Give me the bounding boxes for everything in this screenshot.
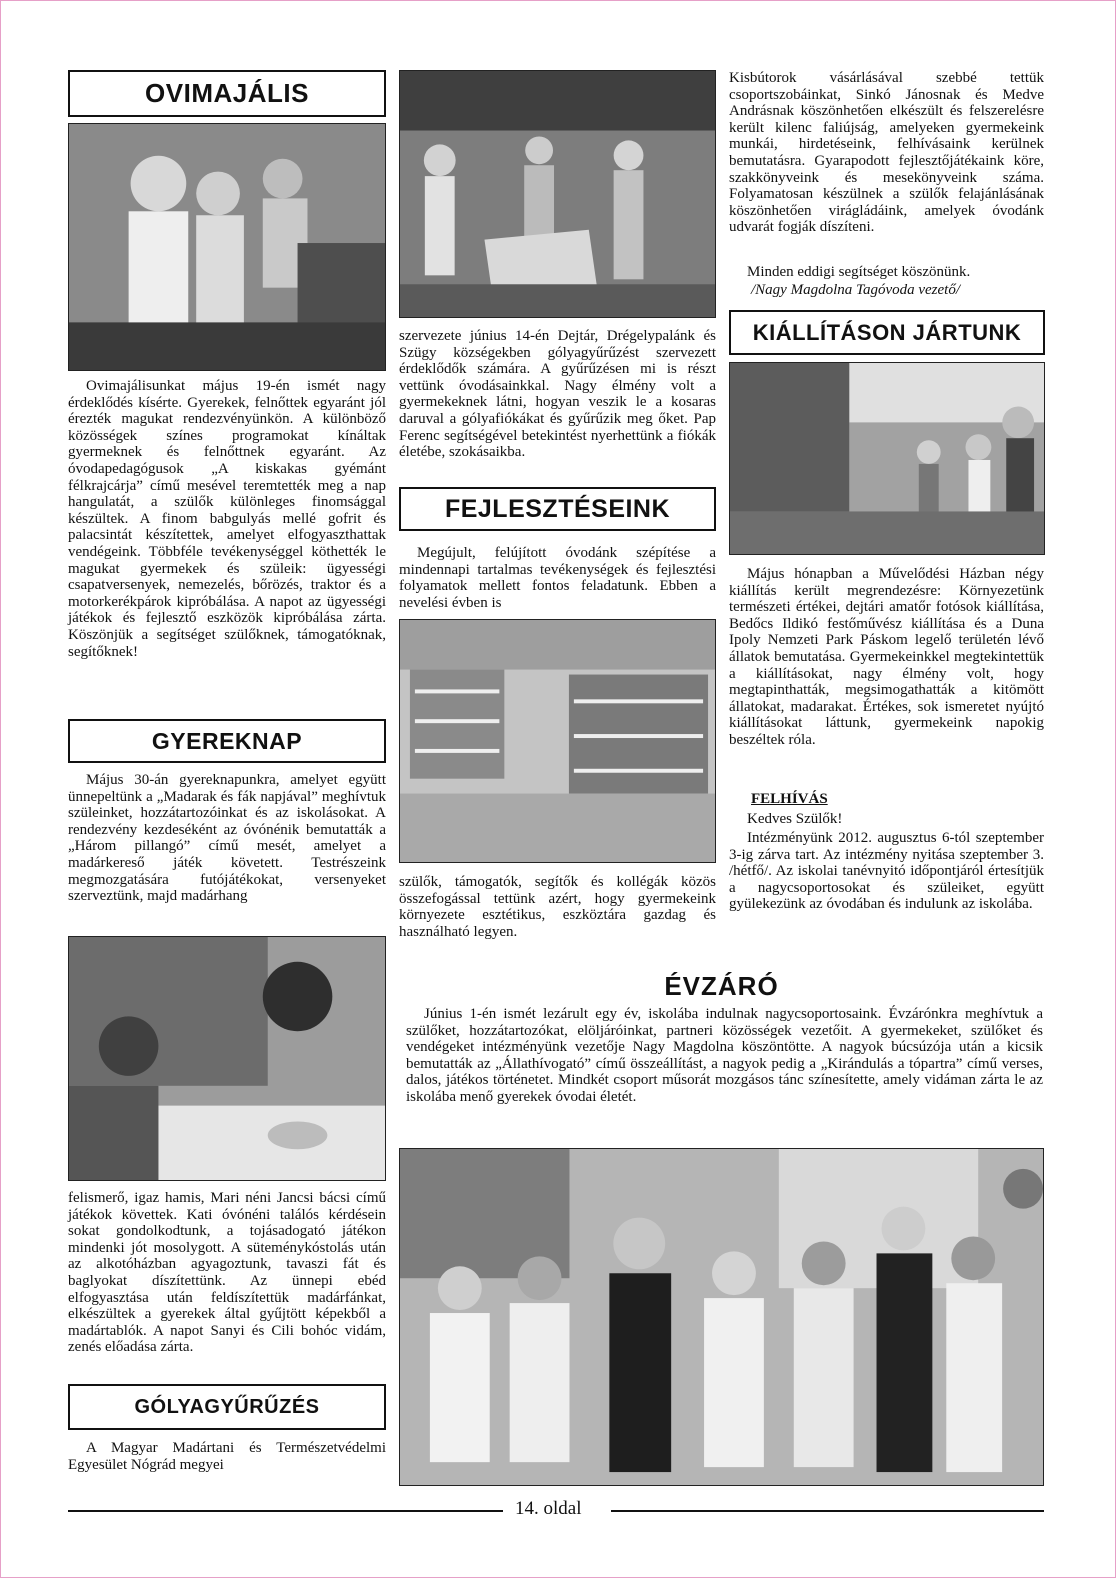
heading-kiallitason-jartunk: KIÁLLÍTÁSON JÁRTUNK: [729, 310, 1045, 355]
photo-ovimajalis: [68, 123, 386, 371]
fejlesztes-text-cont2: Kisbútorok vásárlásával szebbé tettük csoportszobáinkat, Sinkó Jánosnak és Medve Andrásnak köszönhetően elkészült és felszerelésre került kilenc faliújság, amelyeken gyermekeink munkái, hirdetéseink, felhívásaink kerülnek bemutatásra. Gyarapodott fejlesztőjátékaink köre, szakkönyveink és mesekönyveink száma. Folyamatosan készülnek a szülők felajánlásának köszönhetően virágládáink, amelyek óvodánk udvarát fogják díszíteni.: [729, 70, 1044, 236]
felhivas-greeting: Kedves Szülők!: [747, 811, 843, 827]
photo-golyagyuruzes: [399, 70, 716, 318]
page-number: 14. oldal: [515, 1498, 582, 1519]
heading-evzaro: ÉVZÁRÓ: [664, 971, 779, 1001]
golya-text: A Magyar Madártani és Természetvédelmi Egyesület Nógrád megyei: [68, 1440, 386, 1473]
photo-kiallitas: [729, 362, 1045, 555]
gyereknap-text-cont: felismerő, igaz hamis, Mari néni Jancsi bácsi című játékok követtek. Kati óvónéni találós kérdésein sokat gondolkodtunk, a tojásadogató játékon mindenki jót mosolygott. A süteménykóstolás után az alkotóházban agyagoztunk, tavaszi fát és baglyokat díszítettünk. Az ünnepi ebéd elfogyasztása után feldíszítettük madárfánkat, elkészültek a gyerekek által gyűjtött képekből a madártablók. A napot Sanyi és Cili bohóc vidám, zenés előadása zárta.: [68, 1190, 386, 1356]
photo-fejleszteseink: [399, 619, 716, 863]
golya-text-cont: szervezete június 14-én Dejtár, Drégelypalánk és Szügy községekben gólyagyűrűzést szervezett érdeklődők számára. A gyűrűzésen mi is részt vettünk óvodásainkkal. Nagy élmény volt a gyermekeknek látni, hogyan veszik le a kosaras daruval a gólyafiókákat és gyűrűzik meg őket. Pap Ferenc segítségével betekintést nyerhettünk a fiókák életébe, szokásaikba.: [399, 328, 716, 461]
kiallitas-text: Május hónapban a Művelődési Házban négy kiállítás került megrendezésre: Környezetünk természeti értékei, dejtári amatőr fotósok kiállítása, Bedőcs Ildikó festőművész kiállítása és a Duna Ipoly Nemzeti Park Páskom legelő területén lévő állatok bemutatása. Gyermekeinkkel megtekintettük a kiállításokat, nagy élmény volt, hogy megtapinthatták, megsimogathatták a kitömött állatokat, madarakat. Értékes, sok ismeretet nyújtó kiállításokat láttunk, gyermekeink napokig beszéltek róla.: [729, 566, 1044, 748]
footer-rule-right: [611, 1510, 1044, 1512]
gyereknap-text: Május 30-án gyereknapunkra, amelyet együtt ünnepeltünk a „Madarak és fák napjával” meghívtuk szüleinket, hozzátartozóinkat és az iskolásokat. A rendezvény kezdeséként az óvónénik bemutatták a „Három pillangó” című mesét, amelyet a madárkereső játék követett. Testrészeink megmozgatására futójátékokat, versenyeket szerveztünk, majd madárhang: [68, 772, 386, 905]
signature: /Nagy Magdolna Tagóvoda vezető/: [751, 282, 961, 298]
fejlesztes-text-cont: szülők, támogatók, segítők és kollégák közös összefogással tettünk azért, hogy gyermekeink környezete esztétikus, eszköztára gazdag és használható legyen.: [399, 874, 716, 940]
ovimajalis-text: Ovimajálisunkat május 19-én ismét nagy érdeklődés kísérte. Gyerekek, felnőttek egyaránt jól érezték magukat rendezvényünkön. A különböző közösségek színes programokat kínáltak gyermeknek és felnőttnek egyaránt. Az óvodapedagógusok „A kiskakas gyémánt félkrajcárja” című mesével teremtették meg a nap hangulatát, a szülők különleges finomsággal készültek. A finom babgulyás mellé gofrit és palacsintát készítettek, amelyet elfogyaszthattak vendégeink. Többféle tevékenységgel köthették le magukat gyermekek és szüleik: ügyességi csapatversenyek, nemezelés, bőrözés, traktor és a motorkerékpárok kipróbálása. A napot az ügyességi játékok és fejlesztő eszközök kipróbálása zárta. Köszönjük a segítséget szülőknek, támogatóknak, segítőknek!: [68, 378, 386, 660]
heading-gyereknap: GYEREKNAP: [68, 719, 386, 763]
evzaro-text: Június 1-én ismét lezárult egy év, iskolába indulnak nagycsoportosaink. Évzárónkra meghívtuk a szülőket, hozzátartozókat, elöljáróinkat, partneri közösségek vezetőit. A gyermekeket, szülőket és vendégeket intézményünk vezetője Nagy Magdolna köszöntötte. A nagyok búcsúzója után a kicsik bemutatták az „Állathívogató” című összeállítást, a nagyok pedig a „Kirándulás a tópartra” című verses, dalos, játékos történetet. Mindkét csoport műsorát mozgásos tánc színesítette, amely vidáman zárta le az iskolába menő gyerekek óvodai életét.: [406, 1006, 1043, 1105]
photo-gyereknap: [68, 936, 386, 1181]
thanks-text: Minden eddigi segítséget köszönünk.: [747, 264, 971, 280]
fejlesztes-text: Megújult, felújított óvodánk szépítése a mindennapi tartalmas tevékenységek és fejlesztési folyamatok mellett fontos feladatunk. Ebben a nevelési évben is: [399, 545, 716, 611]
photo-evzaro: [399, 1148, 1044, 1486]
footer-rule-left: [68, 1510, 503, 1512]
felhivas-title: FELHÍVÁS: [751, 791, 828, 807]
heading-ovimajalis: OVIMAJÁLIS: [68, 70, 386, 117]
heading-golyagyuruzes: GÓLYAGYŰRŰZÉS: [68, 1384, 386, 1430]
heading-fejleszteseink: FEJLESZTÉSEINK: [399, 487, 716, 531]
felhivas-text: Intézményünk 2012. augusztus 6-tól szeptember 3-ig zárva tart. Az intézmény nyitása szeptember 3. /hétfő/. Az iskolai tanévnyitó időpontjáról értesítjük a nagycsoportosokat és szüleiket, együtt gyülekezünk az óvodában és indulunk az iskolába.: [729, 830, 1044, 913]
